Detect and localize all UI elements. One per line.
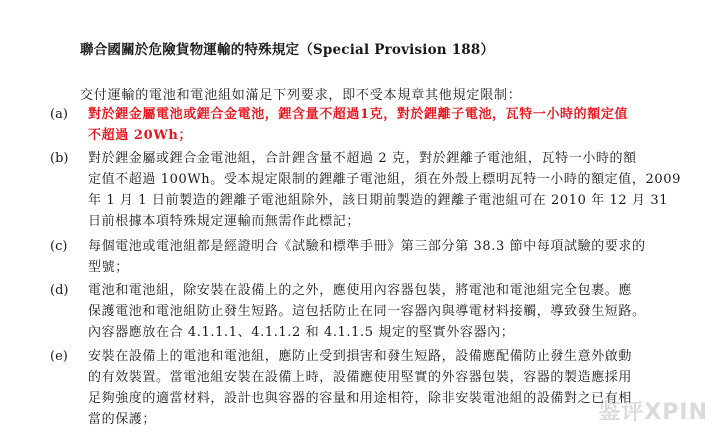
item-line: 每個電池或電池組都是經證明合《試驗和標準手冊》第三部分第 38.3 節中每項試驗的要求的	[88, 239, 646, 254]
item-line: 保護電池和電池組防止發生短路。這包括防止在同一容器內與導電材料接觸，導致發生短路。	[88, 304, 646, 319]
item-text	[88, 280, 688, 343]
item-line: 年 1 月 1 日前製造的鋰離子電池組除外，該日期前製造的鋰離子電池組可在 2010 年 12 月 31	[88, 193, 669, 208]
item-line: 的有效裝置。當電池組安裝在設備上時，設備應使用堅實的外容器包裝，容器的製造應採用	[88, 370, 633, 385]
item-marker: (a)	[50, 107, 68, 122]
item-line: 內容器應放在合 4.1.1.1、4.1.1.2 和 4.1.1.5 規定的堅實外容器內；	[88, 325, 515, 340]
item-line: 足夠強度的適當材料，設計也與容器的容量和用途相符，除非安裝電池組的設備對之已有相	[88, 391, 633, 406]
item-text	[88, 148, 688, 232]
item-marker: (c)	[50, 239, 68, 254]
item-line: 對於鋰金屬或鋰合金電池組，合計鋰含量不超過 2 克，對於鋰離子電池組，瓦特一小時的額	[88, 151, 637, 166]
intro-paragraph: 交付運輸的電池和電池組如滿足下列要求，即不受本規章其他規定限制：	[80, 88, 522, 103]
item-line: 型號；	[88, 260, 129, 275]
item-line: 安裝在設備上的電池和電池組，應防止受到損害和發生短路，設備應配備防止發生意外啟動	[88, 349, 633, 364]
item-line: 不超過 20Wh；	[88, 128, 193, 143]
item-text	[88, 236, 688, 278]
item-marker: (d)	[50, 283, 69, 298]
item-line: 定值不超過 100Wh。受本規定限制的鋰離子電池組，須在外殼上標明瓦特一小時的額定值，2009	[88, 172, 681, 187]
item-line: 日前根據本項特殊規定運輸而無需作此標記；	[88, 214, 361, 229]
item-text	[88, 104, 688, 146]
item-marker: (b)	[50, 151, 69, 166]
page-title: 聯合國關於危險貨物運輸的特殊規定（Special Provision 188）	[80, 42, 495, 58]
item-line: 對於鋰金屬電池或鋰合金電池，鋰含量不超過1克，對於鋰離子電池，瓦特一小時的額定值	[88, 107, 629, 122]
item-line: 當的保護；	[88, 412, 157, 427]
item-line: 電池和電池組，除安裝在設備上的之外，應使用內容器包裝，將電池和電池組完全包裹。應	[88, 283, 633, 298]
item-marker: (e)	[50, 349, 68, 364]
watermark-logo: 鉴评XPIN	[598, 400, 708, 425]
